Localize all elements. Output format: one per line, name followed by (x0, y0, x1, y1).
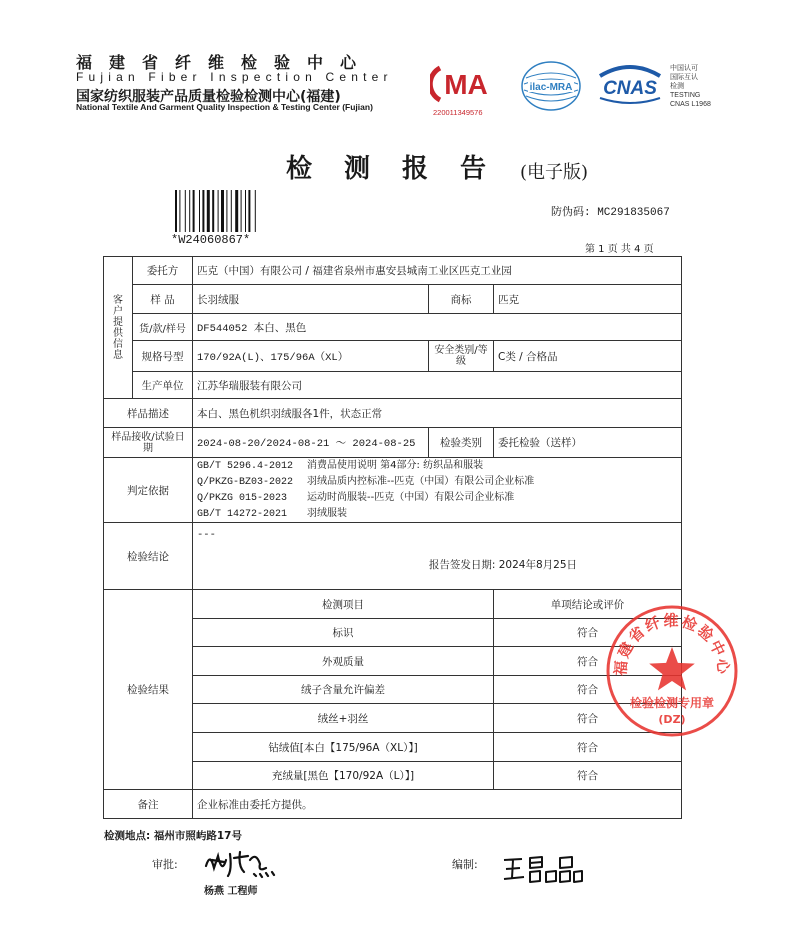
client-value: 匹克（中国）有限公司 / 福建省泉州市惠安县城南工业区匹克工业园 (193, 257, 682, 285)
client-info-text: 客户提供信息 (113, 294, 123, 361)
conclusion-cell (193, 523, 682, 590)
basis-text: 运动时尚服装--匹克（中国）有限公司企业标准 (307, 492, 515, 503)
basis-text: 消费品使用说明 第4部分: 纺织品和服装 (307, 460, 484, 471)
barcode-bar (175, 190, 177, 232)
stamp-center-text: 检验检测专用章 (629, 696, 715, 710)
stamp-star-icon (649, 647, 695, 690)
anti-fake-code: 防伪码: MC291835067 (551, 207, 670, 219)
basis-code: GB/T 14272-2021 (197, 509, 288, 520)
remark-label: 备注 (104, 790, 193, 819)
barcode-bar (235, 190, 238, 232)
barcode-bar (212, 190, 214, 232)
barcode-bar (199, 190, 200, 232)
report-table (103, 256, 682, 819)
result-value: 符合 (494, 704, 682, 733)
desc-label: 样品描述 (104, 399, 193, 428)
result-value: 符合 (494, 647, 682, 676)
cnas-line: 检测 (670, 83, 684, 90)
approver-name: 杨燕 工程师 (204, 886, 258, 897)
org-name-en: Fujian Fiber Inspection Center (76, 70, 393, 84)
brand-value: 匹克 (494, 285, 682, 314)
cnas-logo (596, 64, 664, 104)
maker-value: 江苏华瑞服装有限公司 (193, 372, 682, 399)
result-item: 充绒量[黑色【170/92A（L）】] (193, 762, 494, 790)
sample-value: 长羽绒服 (193, 285, 429, 314)
desc-value: 本白、黑色机织羽绒服各1件，状态正常 (193, 399, 682, 428)
barcode-bar (241, 190, 242, 232)
official-stamp (604, 603, 740, 739)
barcode-bar (189, 190, 190, 232)
cnas-line: CNAS L1968 (670, 101, 711, 108)
sample-label: 样 品 (133, 285, 193, 314)
client-info-label (104, 257, 133, 399)
org-name-cn: 福建省纤维检验中心 (76, 53, 374, 72)
barcode-bar (255, 190, 256, 232)
center-name-cn: 国家纺织服装产品质量检验检测中心(福建) (76, 89, 341, 105)
basis-code: GB/T 5296.4-2012 (197, 461, 294, 472)
brand-label: 商标 (429, 285, 494, 314)
conclusion-label: 检验结论 (104, 523, 193, 590)
cnas-line: 国际互认 (670, 74, 698, 81)
type-label: 检验类别 (429, 428, 494, 458)
barcode-bar (218, 190, 219, 232)
cma-logo (430, 64, 502, 104)
barcode-bar (231, 190, 232, 232)
spec-label: 规格号型 (133, 341, 193, 372)
results-head-result: 单项结论或评价 (494, 590, 682, 619)
approver-signature (200, 846, 280, 880)
conclusion-value: --- (197, 529, 216, 541)
result-item: 外观质量 (193, 647, 494, 676)
report-title: 检测报告 (286, 154, 519, 184)
cnas-logo-text: CNAS (603, 78, 657, 99)
results-label: 检验结果 (104, 590, 193, 790)
barcode-bar (193, 190, 195, 232)
basis-code: Q/PKZG 015-2023 (197, 493, 288, 504)
basis-list (193, 458, 682, 523)
result-item: 标识 (193, 619, 494, 647)
basis-item (197, 474, 677, 490)
barcode-bar (221, 190, 224, 232)
result-item: 绒丝+羽丝 (193, 704, 494, 733)
basis-code: Q/PKZG-BZ03-2022 (197, 477, 294, 488)
model-label: 货/款/样号 (133, 314, 193, 341)
model-value: DF544052 本白、黑色 (193, 314, 682, 341)
barcode-bar (226, 190, 227, 232)
stamp-arc-text: 福建省纤维检验中心 (611, 611, 733, 677)
ilac-mra-logo (520, 60, 582, 112)
type-value: 委托检验（送样） (494, 428, 682, 458)
stamp-code-text: (DZ) (658, 713, 686, 726)
maker-label: 生产单位 (133, 372, 193, 399)
remark-value: 企业标准由委托方提供。 (193, 790, 682, 819)
barcode (174, 190, 270, 232)
basis-text: 羽绒服装 (307, 508, 347, 519)
safety-value: C类 / 合格品 (494, 341, 682, 372)
result-item: 绒子含量允许偏差 (193, 676, 494, 704)
basis-item (197, 490, 677, 506)
spec-value: 170/92A(L)、175/96A（XL） (193, 341, 429, 372)
barcode-bar (207, 190, 210, 232)
cma-logo-text: MA (444, 69, 488, 100)
basis-item (197, 506, 677, 522)
basis-label: 判定依据 (104, 458, 193, 523)
cma-number: 220011349576 (433, 108, 483, 117)
barcode-number: *W24060867* (171, 233, 251, 247)
date-value: 2024-08-20/2024-08-21 ～ 2024-08-25 (193, 428, 429, 458)
cnas-line: TESTING (670, 92, 701, 99)
result-value: 符合 (494, 762, 682, 790)
compile-label: 编制: (452, 858, 478, 871)
barcode-bar (248, 190, 250, 232)
barcode-bar (185, 190, 186, 232)
page-info: 第 1 页 共 4 页 (585, 244, 654, 255)
cnas-line: 中国认可 (670, 65, 698, 72)
basis-item (197, 458, 677, 474)
compiler-signature (500, 852, 584, 886)
approve-label: 审批: (152, 858, 178, 871)
result-item: 钻绒值[本白【175/96A（XL）】] (193, 733, 494, 762)
result-value: 符合 (494, 733, 682, 762)
ilac-logo-text: ilac-MRA (529, 82, 573, 93)
result-value: 符合 (494, 676, 682, 704)
client-label: 委托方 (133, 257, 193, 285)
results-head-item: 检测项目 (193, 590, 494, 619)
test-location: 检测地点: 福州市照屿路17号 (104, 830, 242, 842)
report-subtitle: (电子版) (520, 162, 589, 183)
date-label: 样品接收/试验日期 (104, 428, 193, 458)
barcode-bar (179, 190, 180, 232)
barcode-bar (202, 190, 204, 232)
issue-date: 报告签发日期: 2024年8月25日 (428, 559, 577, 571)
barcode-bar (245, 190, 246, 232)
center-name-en: National Textile And Garment Quality Inspection & Testing Center (Fujian) (76, 102, 373, 112)
safety-label: 安全类别/等级 (429, 341, 494, 372)
result-value: 符合 (494, 619, 682, 647)
basis-text: 羽绒品质内控标准--匹克（中国）有限公司企业标准 (307, 476, 535, 487)
cnas-accreditation-text (670, 64, 711, 109)
